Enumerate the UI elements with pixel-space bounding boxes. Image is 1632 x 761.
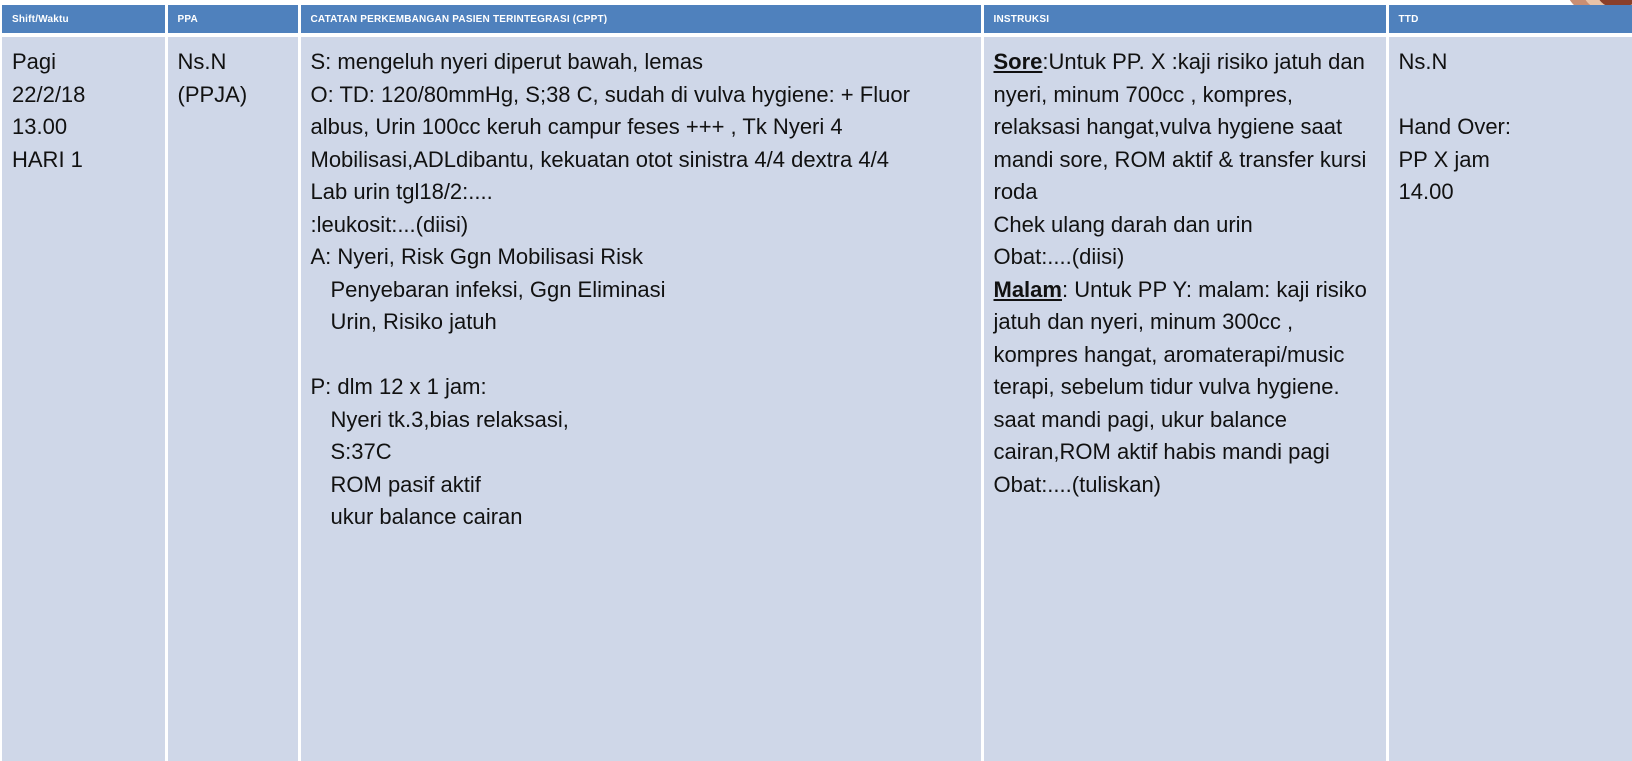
shift-name: Pagi	[12, 49, 57, 74]
cppt-plan-item: Nyeri tk.3,bias relaksasi,	[330, 406, 569, 432]
cell-shift	[2, 35, 166, 761]
instruksi-obat-1: Obat:....(diisi)	[993, 244, 1125, 269]
cppt-assessment-1: A: Nyeri, Risk Ggn Mobilisasi Risk	[310, 244, 644, 269]
ttd-handover-time: 14.00	[1398, 179, 1454, 204]
header-ppa: PPA	[166, 5, 299, 35]
cppt-table	[2, 5, 1632, 761]
header-instruksi: INSTRUKSI	[982, 5, 1387, 35]
instruksi-malam-label: Malam	[993, 276, 1062, 302]
ttd-handover-to: PP X jam	[1398, 146, 1490, 172]
instruksi-sore	[994, 46, 1378, 209]
cppt-subjective: S: mengeluh nyeri diperut bawah, lemas	[310, 49, 704, 74]
ttd-handover-label: Hand Over:	[1398, 114, 1511, 139]
cppt-mobilisasi: Mobilisasi,ADLdibantu, kekuatan otot sinistra 4/4 dextra 4/4	[310, 146, 889, 172]
instruksi-chek: Chek ulang darah dan urin	[993, 211, 1253, 237]
ppa-name: Ns.N	[177, 49, 227, 74]
instruksi-malam-text: : Untuk PP Y: malam: kaji risiko jatuh dan nyeri, minum 300cc , kompres hangat, aromaterapi/music terapi, sebelum tidur vulva hygiene. saat mandi pagi, ukur balance cairan,ROM aktif habis mandi pagi	[993, 276, 1367, 464]
cell-instruksi	[982, 35, 1387, 761]
header-row	[2, 5, 1632, 35]
cppt-plan-title: P: dlm 12 x 1 jam:	[310, 374, 487, 399]
cppt-leukosit: :leukosit:...(diisi)	[310, 211, 469, 237]
cppt-plan-item: S:37C	[330, 439, 392, 464]
cppt-plan-item: ukur balance cairan	[330, 504, 523, 529]
shift-time: 13.00	[12, 114, 68, 139]
shift-day: HARI 1	[12, 146, 83, 172]
header-cppt: CATATAN PERKEMBANGAN PASIEN TERINTEGRASI (CPPT)	[299, 5, 982, 35]
instruksi-sore-text: :Untuk PP. X :kaji risiko jatuh dan nyeri, minum 700cc , kompres, relaksasi hangat,vulva hygiene saat mandi sore, ROM aktif & transfer kursi roda	[993, 49, 1367, 204]
instruksi-malam	[994, 274, 1378, 469]
cppt-lab: Lab urin tgl18/2:....	[310, 179, 493, 204]
cppt-objective: O: TD: 120/80mmHg, S;38 C, sudah di vulva hygiene: + Fluor albus, Urin 100cc keruh campur feses +++ , Tk Nyeri 4	[310, 81, 910, 139]
cell-cppt	[299, 35, 982, 761]
header-shift: Shift/Waktu	[2, 5, 166, 35]
cppt-assessment-3: Urin, Risiko jatuh	[330, 309, 497, 334]
shift-date: 22/2/18	[12, 81, 86, 107]
cell-ppa	[166, 35, 299, 761]
ppa-role: (PPJA)	[177, 81, 248, 107]
header-ttd: TTD	[1387, 5, 1632, 35]
ttd-name: Ns.N	[1398, 49, 1448, 74]
instruksi-sore-label: Sore	[993, 49, 1043, 74]
instruksi-obat-2: Obat:....(tuliskan)	[993, 471, 1162, 497]
cell-ttd	[1387, 35, 1632, 761]
table-row	[2, 35, 1632, 761]
cppt-assessment-2: Penyebaran infeksi, Ggn Eliminasi	[330, 276, 666, 302]
cppt-plan-item: ROM pasif aktif	[330, 471, 481, 497]
